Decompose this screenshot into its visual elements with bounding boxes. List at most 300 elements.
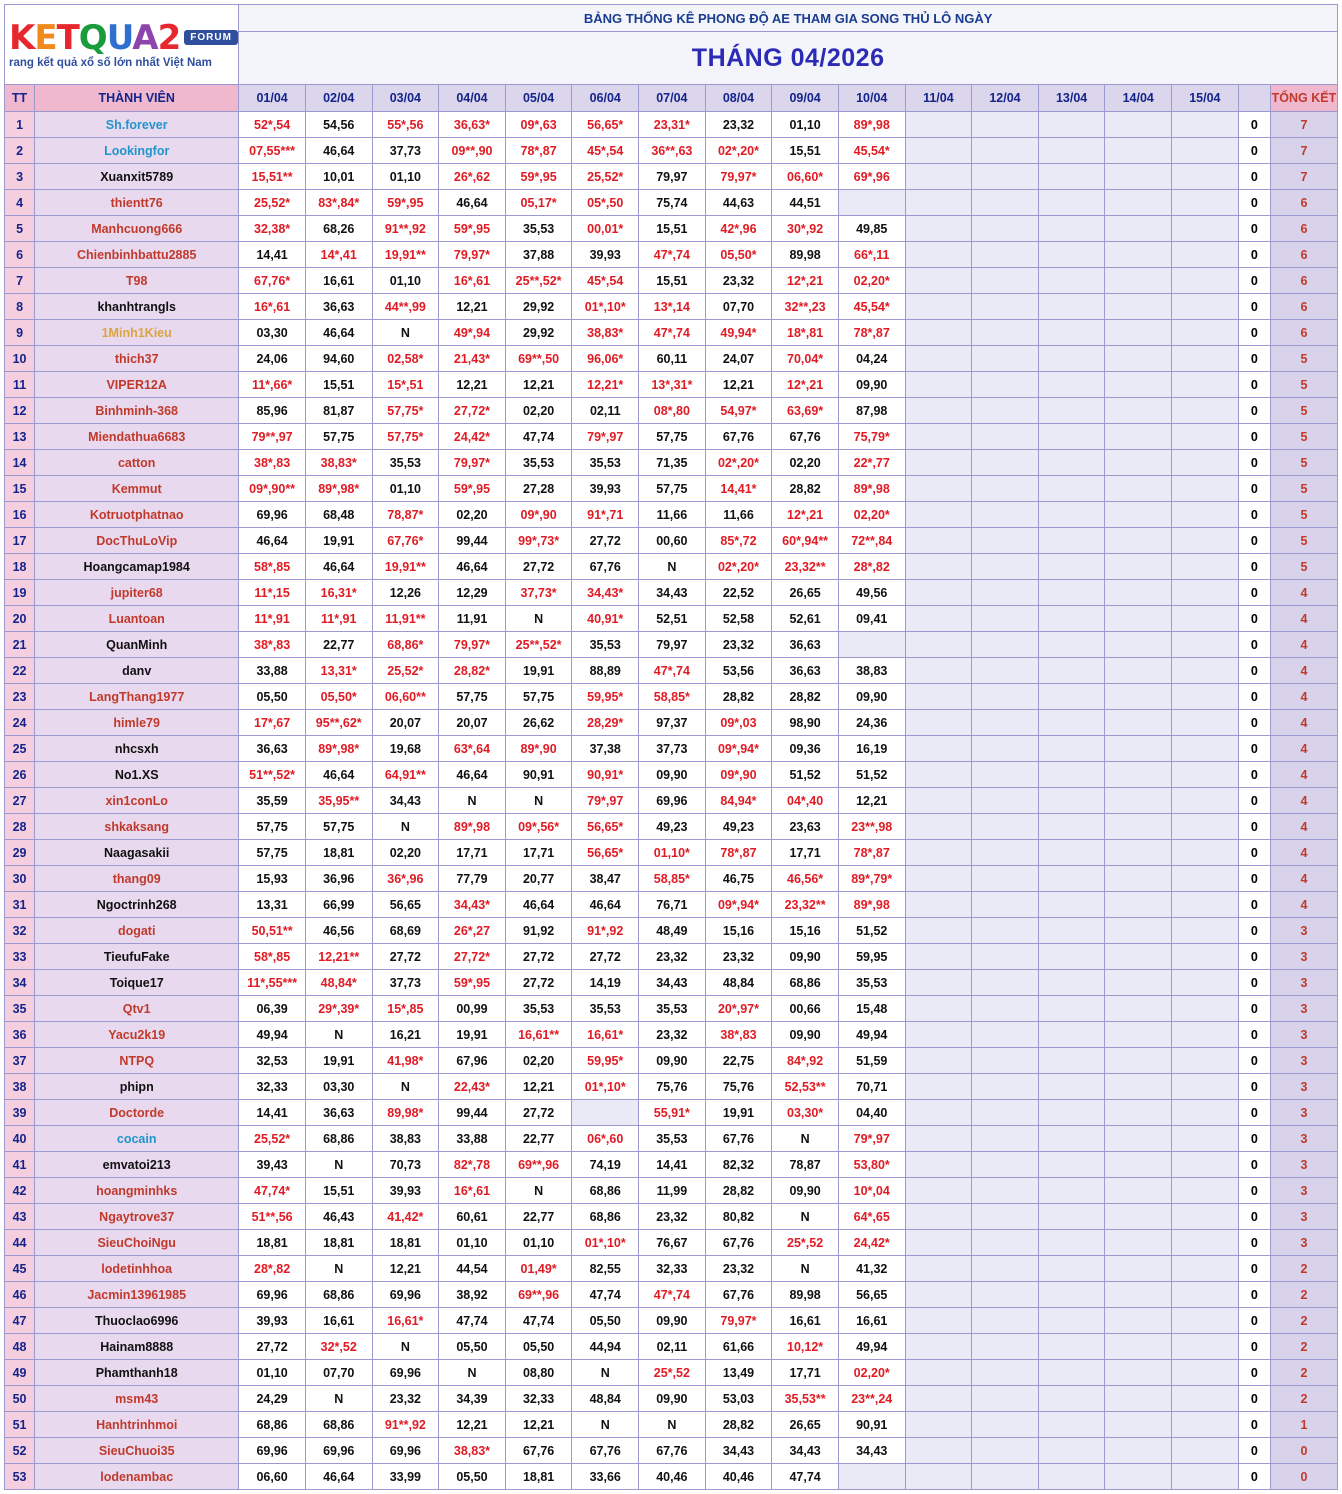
day-cell-7 [639,294,706,320]
day-cell-2 [305,580,372,606]
total-score: 3 [1270,1100,1337,1126]
day-cell-14 [1105,1334,1172,1360]
member-name-label: thang09 [112,871,161,886]
day-value: 59*,95 [520,169,557,184]
column-header-day-4: 04/04 [439,85,506,112]
day-cell-14 [1105,892,1172,918]
day-value: 09*,90** [249,481,296,496]
column-header-zero [1238,85,1270,112]
day-cell-10 [838,216,905,242]
day-cell-15 [1172,658,1239,684]
day-value: 18,81 [522,1469,555,1484]
day-value: 89*,98 [853,481,890,496]
member-name[interactable] [35,1230,239,1256]
member-name[interactable] [35,1334,239,1360]
member-name[interactable] [35,294,239,320]
day-cell-3 [372,1022,439,1048]
day-cell-1 [239,112,306,138]
day-cell-6 [572,320,639,346]
day-value: 01,10 [389,273,421,288]
day-value: 09*,90 [720,767,757,782]
day-cell-13 [1038,1074,1105,1100]
member-name[interactable] [35,866,239,892]
member-name[interactable] [35,216,239,242]
day-cell-12 [972,658,1039,684]
day-value: 99,44 [456,1105,488,1120]
day-value: 14,41 [256,1105,288,1120]
zero-count: 0 [1238,242,1270,268]
row-index: 17 [5,528,35,554]
member-name[interactable] [35,788,239,814]
day-cell-8 [705,840,772,866]
day-value: 05,50 [456,1339,488,1354]
day-cell-1 [239,1178,306,1204]
member-name-label: Manhcuong666 [91,221,183,236]
member-name[interactable] [35,632,239,658]
total-score: 1 [1270,1412,1337,1438]
total-score: 3 [1270,1152,1337,1178]
day-cell-8 [705,1386,772,1412]
day-value: 38,83* [320,455,357,470]
day-value: 12,21 [456,299,488,314]
forum-badge: FORUM [184,30,238,45]
member-name[interactable] [35,710,239,736]
member-name[interactable] [35,814,239,840]
day-value: 64*,65 [853,1209,890,1224]
member-name[interactable] [35,1048,239,1074]
zero-count: 0 [1238,372,1270,398]
day-value: 89*,98 [853,897,890,912]
day-cell-12 [972,294,1039,320]
day-cell-15 [1172,1204,1239,1230]
day-cell-9 [772,944,839,970]
day-cell-4 [439,424,506,450]
day-cell-10 [838,736,905,762]
day-value: 38*,83 [254,455,291,470]
day-cell-11 [905,1334,972,1360]
total-score: 2 [1270,1308,1337,1334]
day-cell-6 [572,1386,639,1412]
zero-count: 0 [1238,398,1270,424]
day-value: 36,63* [453,117,491,132]
member-name[interactable] [35,450,239,476]
table-row [5,346,1338,372]
day-cell-12 [972,1230,1039,1256]
member-name[interactable] [35,762,239,788]
member-name[interactable] [35,138,239,164]
day-cell-2 [305,372,372,398]
day-cell-4 [439,268,506,294]
day-cell-9 [772,398,839,424]
day-cell-9 [772,736,839,762]
day-cell-11 [905,1100,972,1126]
day-value: 01,10 [389,169,421,184]
member-name-label: No1.XS [114,767,159,782]
day-value: 52,58 [722,611,755,626]
day-cell-5 [505,1048,572,1074]
member-name[interactable] [35,528,239,554]
member-name[interactable] [35,164,239,190]
day-cell-2 [305,1100,372,1126]
day-cell-1 [239,606,306,632]
day-cell-2 [305,788,372,814]
day-value: 39,93 [589,247,621,262]
day-cell-5 [505,1100,572,1126]
day-value: 47,74 [522,1313,555,1328]
day-value: N [334,1027,344,1042]
day-cell-14 [1105,1074,1172,1100]
day-value: 35,53 [589,637,621,652]
member-name[interactable] [35,944,239,970]
row-index: 7 [5,268,35,294]
total-score: 5 [1270,346,1337,372]
day-value: 08,80 [522,1365,555,1380]
day-value: 22,77 [522,1131,555,1146]
member-name-label: Lookingfor [104,143,170,158]
day-cell-8 [705,1464,772,1490]
day-value: 07,70 [323,1365,355,1380]
day-value: 69,96 [389,1365,421,1380]
day-cell-12 [972,970,1039,996]
day-value: N [334,1157,344,1172]
day-cell-1 [239,554,306,580]
day-value: 37,73 [389,143,421,158]
day-cell-15 [1172,190,1239,216]
member-name[interactable] [35,190,239,216]
day-cell-11 [905,1464,972,1490]
day-value: 00,01* [587,221,624,236]
member-name[interactable] [35,1178,239,1204]
day-cell-14 [1105,866,1172,892]
member-name[interactable] [35,1152,239,1178]
day-cell-9 [772,502,839,528]
day-cell-1 [239,970,306,996]
day-cell-6 [572,1256,639,1282]
member-name-label: Kotruotphatnao [89,507,184,522]
total-score: 2 [1270,1282,1337,1308]
day-value: 06,60* [787,169,824,184]
member-name[interactable] [35,606,239,632]
day-cell-4 [439,1308,506,1334]
day-value: 27,72* [453,403,491,418]
member-name[interactable] [35,736,239,762]
table-row [5,1386,1338,1412]
day-value: 69*,96 [853,169,890,184]
day-value: 64,91** [384,767,426,782]
day-value: 26,65 [789,585,821,600]
day-value: 78,87 [789,1157,821,1172]
day-value: 68,86 [589,1209,621,1224]
day-cell-9 [772,1152,839,1178]
day-cell-9 [772,1282,839,1308]
day-cell-14 [1105,736,1172,762]
total-score: 4 [1270,606,1337,632]
day-value: 06,39 [256,1001,288,1016]
table-row [5,1230,1338,1256]
day-cell-4 [439,892,506,918]
member-name-label: QuanMinh [106,637,168,652]
day-value: 78*,87 [853,325,890,340]
day-cell-4 [439,866,506,892]
day-value: 48,84 [589,1391,621,1406]
day-value: 09,90 [656,767,688,782]
day-cell-8 [705,112,772,138]
member-name[interactable] [35,1126,239,1152]
day-cell-13 [1038,112,1105,138]
member-name[interactable] [35,1438,239,1464]
day-cell-4 [439,398,506,424]
day-cell-11 [905,164,972,190]
day-cell-3 [372,970,439,996]
day-value: 01*,10* [584,1235,626,1250]
member-name[interactable] [35,476,239,502]
day-cell-10 [838,554,905,580]
day-cell-7 [639,1438,706,1464]
day-cell-10 [838,1022,905,1048]
table-row [5,372,1338,398]
day-cell-1 [239,1204,306,1230]
day-value: 01,10 [456,1235,488,1250]
member-name[interactable] [35,1360,239,1386]
day-value: 30*,92 [787,221,824,236]
member-name[interactable] [35,684,239,710]
day-cell-13 [1038,346,1105,372]
day-value: 25**,52* [515,637,562,652]
day-cell-3 [372,606,439,632]
member-name[interactable] [35,1464,239,1490]
day-value: 20,77 [522,871,555,886]
day-cell-12 [972,476,1039,502]
table-row [5,1412,1338,1438]
day-value: 57,75* [387,429,424,444]
day-value: 11,91** [385,611,426,626]
member-name[interactable] [35,658,239,684]
day-cell-7 [639,840,706,866]
day-value: 35,53 [389,455,421,470]
day-cell-12 [972,1204,1039,1230]
day-cell-13 [1038,1360,1105,1386]
day-value: 79,97* [453,455,491,470]
member-name-label: Hainam8888 [100,1339,174,1354]
member-name[interactable] [35,1256,239,1282]
day-cell-7 [639,1308,706,1334]
day-value: 44,54 [456,1261,488,1276]
day-cell-9 [772,1100,839,1126]
zero-count: 0 [1238,1308,1270,1334]
day-value: 39,43 [256,1157,288,1172]
day-cell-5 [505,632,572,658]
member-name[interactable] [35,996,239,1022]
member-name[interactable] [35,1282,239,1308]
member-name[interactable] [35,398,239,424]
day-cell-10 [838,658,905,684]
day-value: 49,94 [856,1339,888,1354]
day-value: 09,90 [789,949,821,964]
day-value: 47,74 [789,1469,821,1484]
zero-count: 0 [1238,658,1270,684]
day-value: 51,52 [856,923,888,938]
day-value: 68,86 [589,1183,621,1198]
zero-count: 0 [1238,1100,1270,1126]
day-cell-14 [1105,320,1172,346]
day-value: 66*,11 [854,247,890,262]
day-cell-12 [972,996,1039,1022]
day-value: 68,86 [256,1417,288,1432]
day-cell-12 [972,866,1039,892]
day-value: 51**,52* [249,767,296,782]
day-value: 91**,92 [384,221,426,236]
day-value: 23,32 [389,1391,421,1406]
day-cell-4 [439,1360,506,1386]
day-cell-10 [838,1048,905,1074]
member-name[interactable] [35,1412,239,1438]
day-cell-13 [1038,1126,1105,1152]
member-name[interactable] [35,580,239,606]
member-name[interactable] [35,1204,239,1230]
day-value: 61,66 [722,1339,755,1354]
day-value: 79*,97 [853,1131,890,1146]
day-cell-2 [305,268,372,294]
day-cell-15 [1172,892,1239,918]
zero-count: 0 [1238,1048,1270,1074]
day-value: 67,76 [722,1287,755,1302]
day-cell-13 [1038,580,1105,606]
day-cell-15 [1172,294,1239,320]
member-name[interactable] [35,372,239,398]
day-value: 12*,21 [787,273,824,288]
day-cell-9 [772,1308,839,1334]
day-value: 15,16 [722,923,755,938]
day-cell-8 [705,190,772,216]
table-row [5,918,1338,944]
member-name-label: Miendathua6683 [88,429,186,444]
day-value: 25,52* [587,169,624,184]
day-cell-8 [705,1256,772,1282]
member-name-label: msm43 [115,1391,159,1406]
member-name-label: Sh.forever [105,117,168,132]
day-value: 49,56 [856,585,888,600]
day-value: 12,21 [456,377,488,392]
day-value: 69,96 [323,1443,355,1458]
day-cell-15 [1172,528,1239,554]
day-cell-8 [705,580,772,606]
member-name[interactable] [35,554,239,580]
day-cell-7 [639,1334,706,1360]
day-cell-3 [372,1282,439,1308]
day-value: 70,71 [856,1079,888,1094]
day-value: 79**,97 [251,429,293,444]
member-name[interactable] [35,1386,239,1412]
day-cell-9 [772,1022,839,1048]
day-cell-10 [838,1334,905,1360]
row-index: 49 [5,1360,35,1386]
day-cell-1 [239,1308,306,1334]
day-value: 79,97 [656,169,688,184]
day-cell-5 [505,1022,572,1048]
day-cell-15 [1172,684,1239,710]
member-name[interactable] [35,892,239,918]
day-value: 28,82 [722,1417,755,1432]
day-cell-8 [705,1074,772,1100]
day-cell-10 [838,268,905,294]
member-name[interactable] [35,1308,239,1334]
day-cell-7 [639,1230,706,1256]
member-name[interactable] [35,840,239,866]
day-value: 99,44 [456,533,488,548]
member-name[interactable] [35,1074,239,1100]
member-name-label: emvatoi213 [102,1157,171,1172]
member-name[interactable] [35,424,239,450]
day-cell-12 [972,372,1039,398]
day-cell-4 [439,1464,506,1490]
day-value: 79,97 [656,637,688,652]
day-value: 23,63 [789,819,821,834]
member-name[interactable] [35,242,239,268]
day-cell-1 [239,1074,306,1100]
member-name[interactable] [35,1022,239,1048]
member-name[interactable] [35,320,239,346]
day-value: 67,76 [789,429,821,444]
day-cell-2 [305,1178,372,1204]
day-value: N [534,611,544,626]
day-cell-15 [1172,268,1239,294]
member-name[interactable] [35,1100,239,1126]
day-cell-3 [372,1204,439,1230]
day-cell-2 [305,1256,372,1282]
day-cell-15 [1172,1256,1239,1282]
row-index: 48 [5,1334,35,1360]
site-logo[interactable] [5,5,239,85]
member-name[interactable] [35,268,239,294]
day-cell-2 [305,684,372,710]
member-name[interactable] [35,346,239,372]
member-name-label: Toique17 [109,975,164,990]
day-cell-3 [372,268,439,294]
table-row [5,1308,1338,1334]
member-name[interactable] [35,112,239,138]
member-name[interactable] [35,502,239,528]
day-value: 14*,41 [320,247,357,262]
day-value: 53,56 [722,663,755,678]
table-row [5,138,1338,164]
day-cell-6 [572,528,639,554]
member-name-label: Naagasakii [104,845,170,860]
day-cell-7 [639,970,706,996]
day-value: 02,11 [656,1339,688,1354]
day-value: 28,82* [453,663,491,678]
member-name[interactable] [35,918,239,944]
day-value: 17,71 [456,845,488,860]
day-cell-10 [838,1152,905,1178]
day-cell-12 [972,346,1039,372]
day-cell-7 [639,1126,706,1152]
day-cell-5 [505,1126,572,1152]
day-cell-10 [838,970,905,996]
day-cell-10 [838,892,905,918]
day-cell-10 [838,1230,905,1256]
member-name[interactable] [35,970,239,996]
day-cell-5 [505,346,572,372]
row-index: 11 [5,372,35,398]
day-cell-8 [705,1178,772,1204]
day-cell-3 [372,164,439,190]
day-value: 45,54* [853,143,890,158]
total-score: 2 [1270,1256,1337,1282]
day-value: 69,96 [389,1443,421,1458]
day-cell-13 [1038,1282,1105,1308]
day-cell-12 [972,1308,1039,1334]
day-cell-3 [372,1230,439,1256]
